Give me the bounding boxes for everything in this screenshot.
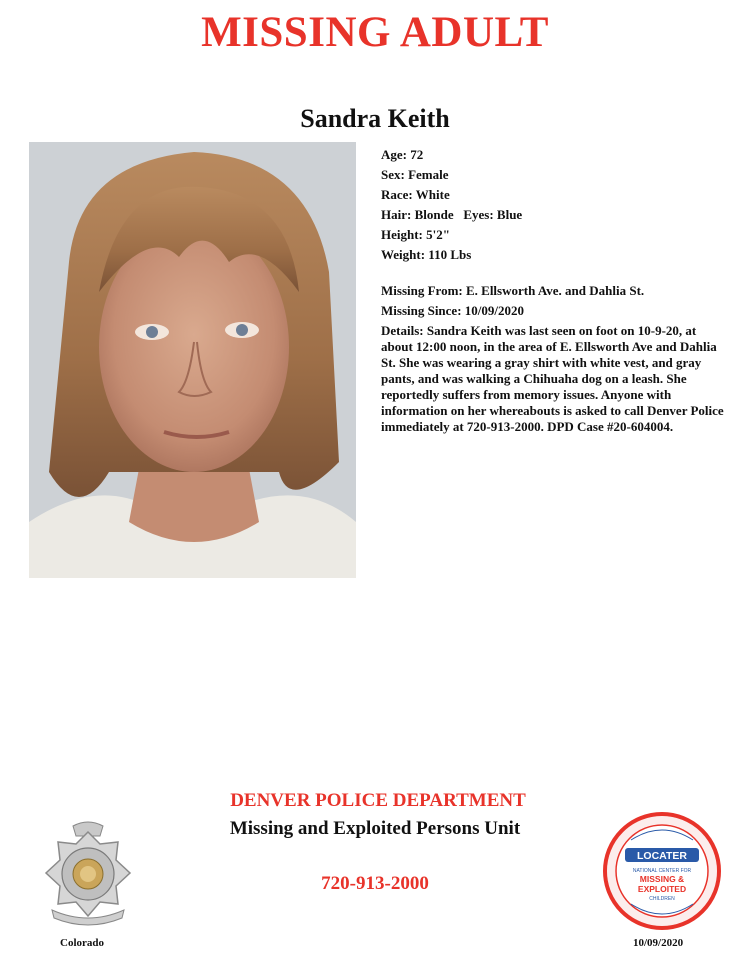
state-label: Colorado xyxy=(60,937,104,949)
locater-ncmec-logo-icon xyxy=(603,812,721,930)
contact-phone: 720-913-2000 xyxy=(321,873,429,894)
case-details: Details: Sandra Keith was last seen on foot on 10-9-20, at about 12:00 noon, in the area of E. Ellsworth Ave and Dahlia St. She was wearing a gray shirt with white vest, and gray pants, and was walking a Chihuaha dog on a leash. She reportedly suffers from memory issues. Anyone with information on her whereabouts is asked to call Denver Police immediately at 720-913-2000. DPD Case #20-604004. xyxy=(381,323,724,434)
svg-text:MISSING &: MISSING & xyxy=(639,874,685,884)
svg-text:NATIONAL CENTER FOR: NATIONAL CENTER FOR xyxy=(632,868,692,874)
unit-name: Missing and Exploited Persons Unit xyxy=(229,818,521,839)
person-name: Sandra Keith xyxy=(300,104,450,133)
missing-since-field: Missing Since: 10/09/2020 xyxy=(381,303,525,318)
department-name: DENVER POLICE DEPARTMENT xyxy=(230,790,526,811)
weight-field: Weight: 110 Lbs xyxy=(381,247,472,262)
age-field: Age: 72 xyxy=(381,147,424,162)
sex-field: Sex: Female xyxy=(381,167,449,182)
svg-text:LOCATER: LOCATER xyxy=(637,850,687,862)
poster-date: 10/09/2020 xyxy=(633,937,684,949)
race-field: Race: White xyxy=(381,187,450,202)
denver-police-badge-icon xyxy=(38,818,138,928)
height-field: Height: 5'2" xyxy=(381,227,450,242)
hair-eyes-field: Hair: Blonde Eyes: Blue xyxy=(381,207,523,222)
person-photo xyxy=(29,142,356,578)
person-details-panel xyxy=(381,145,726,435)
poster-title: MISSING ADULT xyxy=(201,9,549,56)
svg-text:CHILDREN: CHILDREN xyxy=(649,896,675,902)
svg-text:EXPLOITED: EXPLOITED xyxy=(637,884,687,894)
missing-from-field: Missing From: E. Ellsworth Ave. and Dahlia St. xyxy=(381,283,645,298)
